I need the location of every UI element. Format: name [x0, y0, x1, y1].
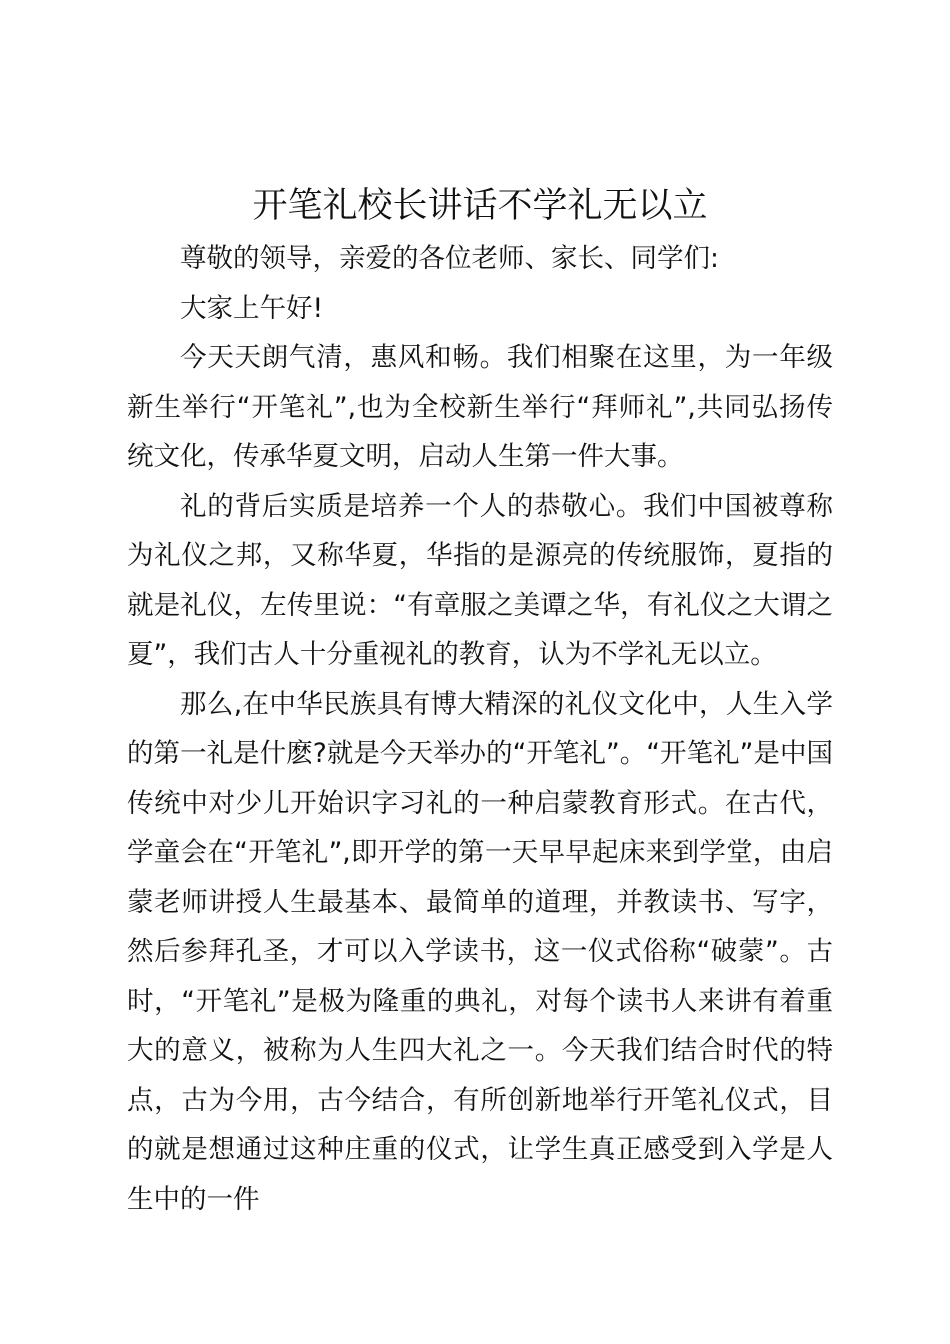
body-paragraph: 那么,在中华民族具有博大精深的礼仪文化中，人生入学的第一礼是什麽?就是今天举办的“开笔礼”。“开笔礼”是中国传统中对少儿开始识字习礼的一种启蒙教育形式。在古代，学童会在“开笔礼”,即开学的第一天早早起床来到学堂，由启蒙老师讲授人生最基本、最简单的道理，并教读书、写字，然后参拜孔圣，才可以入学读书，这一仪式俗称“破蒙”。古时，“开笔礼”是极为隆重的典礼，对每个读书人来讲有着重大的意义，被称为人生四大礼之一。今天我们结合时代的特点，古为今用，古今结合，有所创新地举行开笔礼仪式，目的就是想通过这种庄重的仪式，让学生真正感受到入学是人生中的一件: [127, 688, 833, 1215]
body-paragraph: 今天天朗气清，惠风和畅。我们相聚在这里，为一年级新生举行“开笔礼”,也为全校新生举行“拜师礼”,共同弘扬传统文化，传承华夏文明，启动人生第一件大事。: [127, 342, 833, 472]
greeting-paragraph: 大家上午好!: [180, 292, 324, 324]
salutation-paragraph: 尊敬的领导，亲爱的各位老师、家长、同学们:: [180, 243, 719, 274]
document-body: [127, 178, 833, 1224]
document-title: 开笔礼校长讲话不学礼无以立: [252, 186, 708, 226]
body-paragraph: 礼的背后实质是培养一个人的恭敬心。我们中国被尊称为礼仪之邦，又称华夏，华指的是源亮的传统服饰，夏指的就是礼仪，左传里说：“有章服之美谭之华，有礼仪之大谓之夏”，我们古人十分重视礼的教育，认为不学礼无以立。: [127, 490, 833, 670]
